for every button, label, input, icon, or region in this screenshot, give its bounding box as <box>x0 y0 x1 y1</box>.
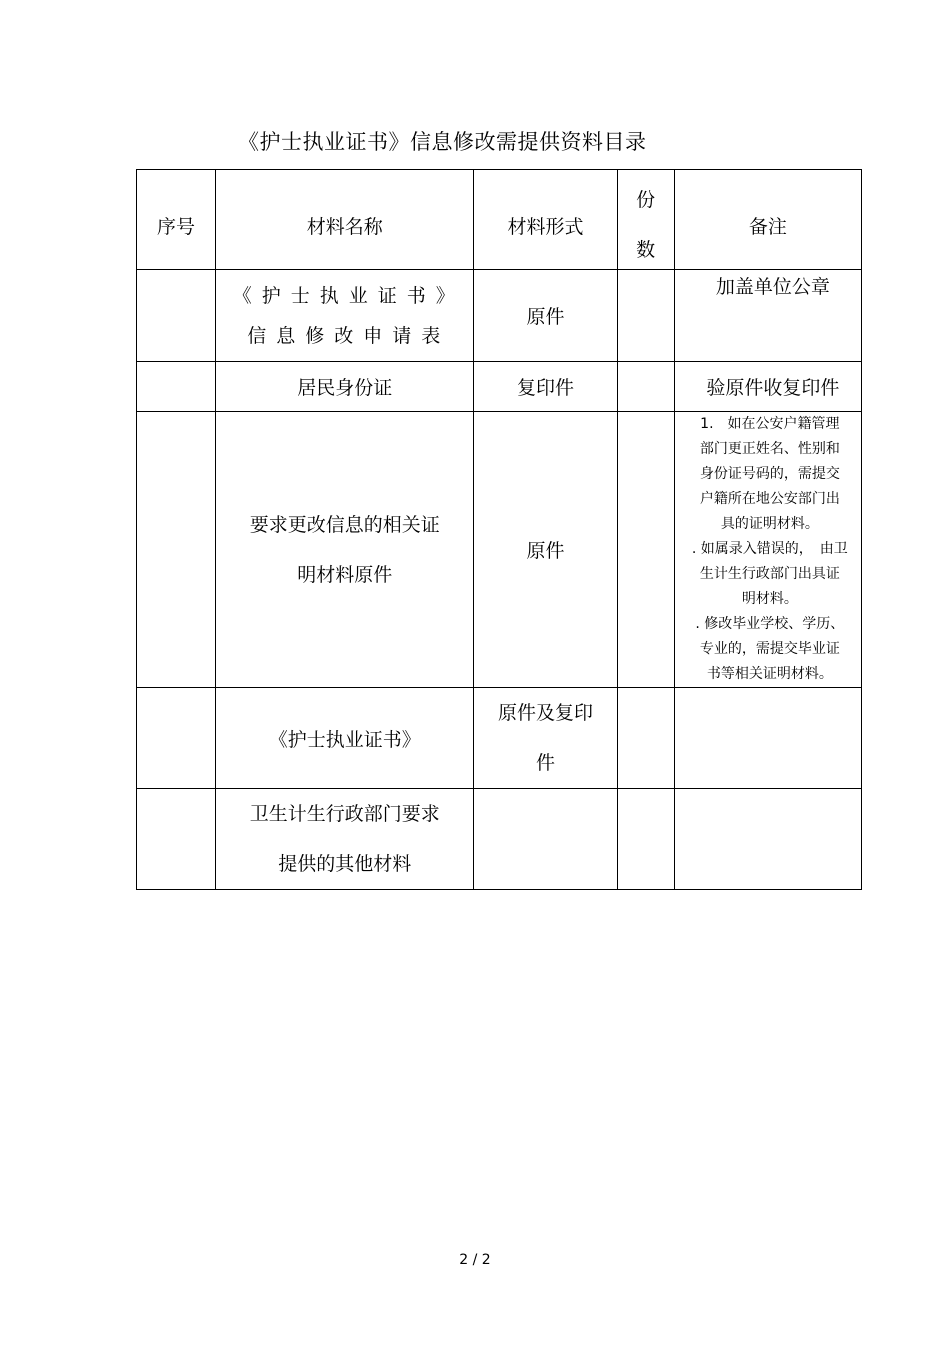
materials-table <box>136 169 862 890</box>
row3-form: 原件 <box>474 412 617 688</box>
row4-count <box>617 688 674 789</box>
row5-no <box>137 789 216 890</box>
row4-name: 《护士执业证书》 <box>216 688 474 789</box>
header-count-line1: 份 <box>636 189 656 211</box>
row5-count <box>617 789 674 890</box>
header-no: 序号 <box>157 215 196 238</box>
row5-note <box>674 789 861 890</box>
table-header-row <box>137 170 862 270</box>
row5-name-line1: 卫生计生行政部门要求 <box>249 803 440 825</box>
row3-note-line: 部门更正姓名、性别和 <box>699 441 840 457</box>
row2-no <box>137 362 216 412</box>
row4-form-line2: 件 <box>536 752 556 774</box>
header-note: 备注 <box>748 215 787 238</box>
table-row <box>137 412 862 688</box>
row2-name: 居民身份证 <box>216 362 474 412</box>
row5-form <box>474 789 617 890</box>
row3-note-line: . 修改毕业学校、学历、 <box>695 616 845 632</box>
row4-note <box>674 688 861 789</box>
row3-note-line: 具的证明材料。 <box>720 516 819 532</box>
row3-note-line: 1. 如在公安户籍管理 <box>700 416 840 432</box>
row1-note: 加盖单位公章 <box>674 270 861 362</box>
row2-note: 验原件收复印件 <box>674 362 861 412</box>
row3-note-line: 身份证号码的，需提交 <box>699 466 840 482</box>
header-cell-count <box>617 170 674 270</box>
table-row <box>137 362 862 412</box>
row1-form: 原件 <box>474 270 617 362</box>
row4-no <box>137 688 216 789</box>
row1-name-cell <box>216 270 474 362</box>
row3-name-cell <box>216 412 474 688</box>
row1-count <box>617 270 674 362</box>
header-cell-no <box>137 170 216 270</box>
header-name: 材料名称 <box>306 215 383 238</box>
row1-name-line2: 信息修改申请表 <box>247 324 451 347</box>
row3-count <box>617 412 674 688</box>
row3-name-line2: 明材料原件 <box>297 563 393 586</box>
row3-note-line: 书等相关证明材料。 <box>706 666 833 682</box>
row3-note-line: 明材料。 <box>741 591 798 607</box>
row3-name-line1: 要求更改信息的相关证 <box>249 513 440 536</box>
row3-note-line: 专业的，需提交毕业证 <box>699 641 840 657</box>
row3-no <box>137 412 216 688</box>
table-row <box>137 270 862 362</box>
header-cell-form <box>474 170 617 270</box>
row1-name-line1: 《护士执业证书》 <box>232 284 465 307</box>
table-row <box>137 688 862 789</box>
header-form: 材料形式 <box>507 215 584 238</box>
row3-note-line: 生计生行政部门出具证 <box>699 566 840 582</box>
page-title: 《护士执业证书》信息修改需提供资料目录 <box>238 130 647 154</box>
header-count-line2: 数 <box>636 239 656 261</box>
row1-no <box>137 270 216 362</box>
header-cell-note <box>674 170 861 270</box>
page-number: 2 / 2 <box>459 1252 491 1268</box>
row2-count <box>617 362 674 412</box>
row5-name-cell <box>216 789 474 890</box>
header-cell-name <box>216 170 474 270</box>
row2-form: 复印件 <box>474 362 617 412</box>
row4-form-cell <box>474 688 617 789</box>
row5-name-line2: 提供的其他材料 <box>278 853 412 875</box>
header-count <box>618 177 674 262</box>
row4-form-line1: 原件及复印 <box>498 702 594 724</box>
row3-note-line: 户籍所在地公安部门出 <box>699 491 840 507</box>
row3-note <box>674 412 861 688</box>
row3-note-line: . 如属录入错误的， 由卫 <box>691 541 848 557</box>
table-row <box>137 789 862 890</box>
